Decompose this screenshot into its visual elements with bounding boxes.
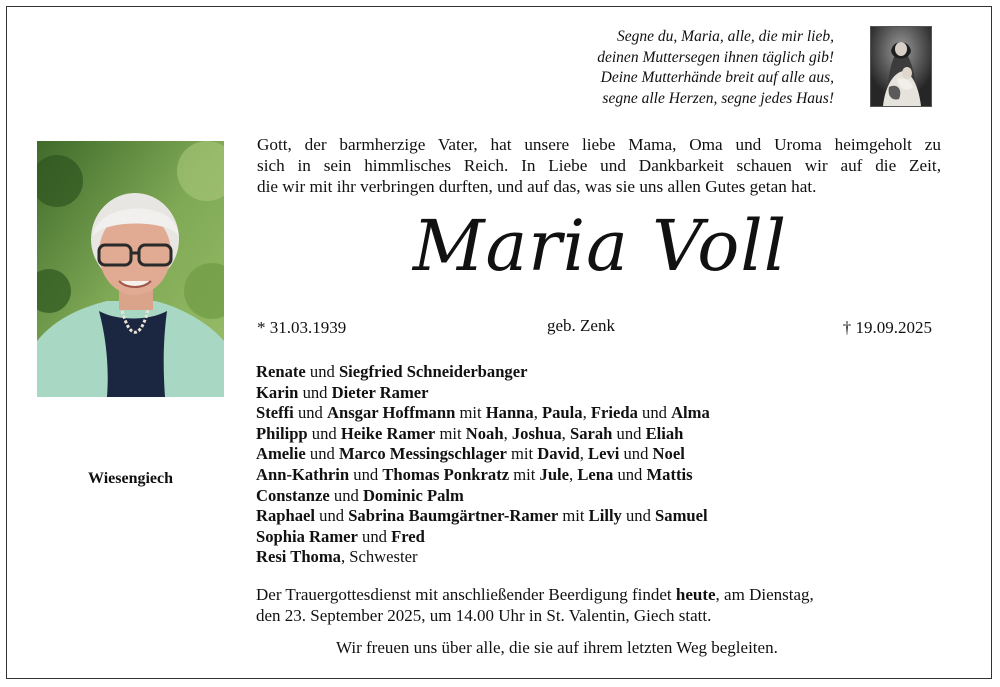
mourner-name: Steffi [256, 403, 294, 423]
mourner-connector: und [612, 423, 646, 443]
service-text: , am Dienstag, [715, 585, 814, 604]
mourner-name: Ann-Kathrin [256, 464, 350, 484]
mourner-line [256, 547, 956, 568]
mourner-name: Hanna [485, 403, 534, 423]
mourner-connector: und [305, 444, 339, 464]
mourner-name: Thomas Ponkratz [382, 464, 510, 484]
mourner-name: David [537, 444, 580, 464]
poem-line: Segne du, Maria, alle, die mir lieb, [617, 28, 834, 45]
mourner-line [256, 383, 956, 404]
mourner-connector: , Schwester [340, 547, 418, 567]
mourner-name: Siegfried Schneiderbanger [338, 362, 528, 381]
mourner-connector: mit [558, 506, 589, 526]
mourner-line [256, 465, 956, 486]
mourner-line [256, 424, 956, 445]
intro-text [257, 134, 941, 197]
mourner-name: Eliah [645, 423, 684, 443]
mourner-name: Sarah [569, 423, 613, 443]
mourner-name: Samuel [655, 506, 708, 526]
mourner-name: Marco Messingschlager [338, 444, 507, 464]
mourner-name: Joshua [511, 423, 562, 443]
mourner-line [256, 403, 956, 424]
mourner-connector: , [503, 423, 512, 443]
mourner-connector: und [298, 382, 332, 402]
service-line: den 23. September 2025, um 14.00 Uhr in St. Valentin, Giech statt. [256, 605, 712, 625]
portrait-photo [37, 141, 224, 397]
mourner-name: Resi Thoma [256, 547, 341, 567]
portrait-icon [37, 141, 224, 397]
mourner-name: Heike Ramer [340, 423, 436, 443]
mourner-name: Karin [256, 382, 299, 402]
closing-text: Wir freuen uns über alle, die sie auf ihrem letzten Weg begleiten. [336, 638, 778, 657]
poem-line: deinen Muttersegen ihnen täglich gib! [597, 48, 834, 66]
mourner-connector: , [569, 464, 578, 484]
mourner-connector: mit [509, 464, 540, 484]
death-date: † 19.09.2025 [842, 318, 932, 337]
poem [414, 27, 834, 109]
mourner-name: Levi [588, 444, 620, 464]
intro-line: sich in sein himmlisches Reich. In Liebe und Dankbarkeit schauen wir auf die Zeit, [257, 156, 941, 175]
mourner-connector: mit [506, 444, 538, 464]
intro-line: die wir mit ihr verbringen durften, und auf das, was sie uns allen Gutes getan hat. [257, 177, 817, 196]
mourner-name: Noel [652, 444, 685, 464]
mourner-name: Constanze [256, 485, 330, 505]
mourner-connector: und [307, 423, 341, 443]
mourner-connector: mit [435, 423, 466, 443]
mourner-name: Raphael [256, 506, 316, 526]
mourner-name: Sabrina Baumgärtner-Ramer [348, 506, 559, 526]
mourner-connector: und [613, 464, 647, 484]
mourner-connector: und [357, 526, 392, 546]
birth-date: * 31.03.1939 [257, 318, 347, 337]
mourner-line [256, 486, 956, 507]
mourner-name: Fred [391, 526, 425, 546]
mourner-connector: , [582, 403, 591, 423]
poem-line: segne alle Herzen, segne jedes Haus! [602, 89, 834, 107]
mourner-line [256, 506, 956, 527]
madonna-icon [871, 27, 931, 106]
mourner-name: Jule [539, 464, 570, 484]
mourner-connector: und [349, 464, 383, 484]
mourner-name: Dominic Palm [362, 485, 464, 505]
mourner-connector: und [619, 444, 653, 464]
mourner-line [256, 527, 956, 548]
service-emphasis: heute [675, 585, 716, 604]
mourner-connector: mit [455, 403, 486, 423]
mourners-list [256, 362, 956, 568]
service-info [256, 585, 916, 626]
mourner-line [256, 444, 956, 465]
mourner-name: Paula [542, 403, 583, 423]
mourner-connector: , [533, 403, 542, 423]
mourner-connector: und [637, 403, 672, 423]
mourner-name: Philipp [256, 423, 308, 443]
mourner-name: Amelie [256, 444, 306, 464]
mourner-name: Lena [577, 464, 614, 484]
service-line [256, 585, 916, 606]
mourner-connector: und [329, 485, 363, 505]
mourner-name: Sophia Ramer [256, 526, 358, 546]
mourner-name: Dieter Ramer [331, 382, 429, 402]
mourner-connector: und [293, 403, 327, 423]
mourner-line [256, 362, 956, 383]
mourner-name: Noah [465, 423, 504, 443]
poem-line: Deine Mutterhände breit auf alle aus, [600, 69, 834, 86]
maiden-name: geb. Zenk [547, 316, 615, 335]
mourner-connector: und [305, 362, 339, 381]
mourner-connector: , [561, 423, 570, 443]
mourner-connector: und [315, 506, 349, 526]
mourner-name: Frieda [590, 403, 638, 423]
mourner-connector: , [579, 444, 589, 464]
mourner-name: Lilly [588, 506, 622, 526]
mourner-name: Ansgar Hoffmann [326, 403, 456, 423]
mourner-name: Mattis [646, 464, 693, 484]
residence-place: Wiesengiech [87, 470, 174, 487]
mourner-name: Alma [671, 403, 710, 423]
mourner-connector: und [621, 506, 656, 526]
deceased-name: Maria Voll [412, 205, 788, 287]
intro-line: Gott, der barmherzige Vater, hat unsere liebe Mama, Oma und Uroma heimgeholt zu [257, 135, 941, 154]
service-text: Der Trauergottesdienst mit anschließender Beerdigung findet [256, 585, 676, 604]
mourner-name: Renate [256, 362, 306, 381]
madonna-and-child-image [870, 26, 932, 107]
